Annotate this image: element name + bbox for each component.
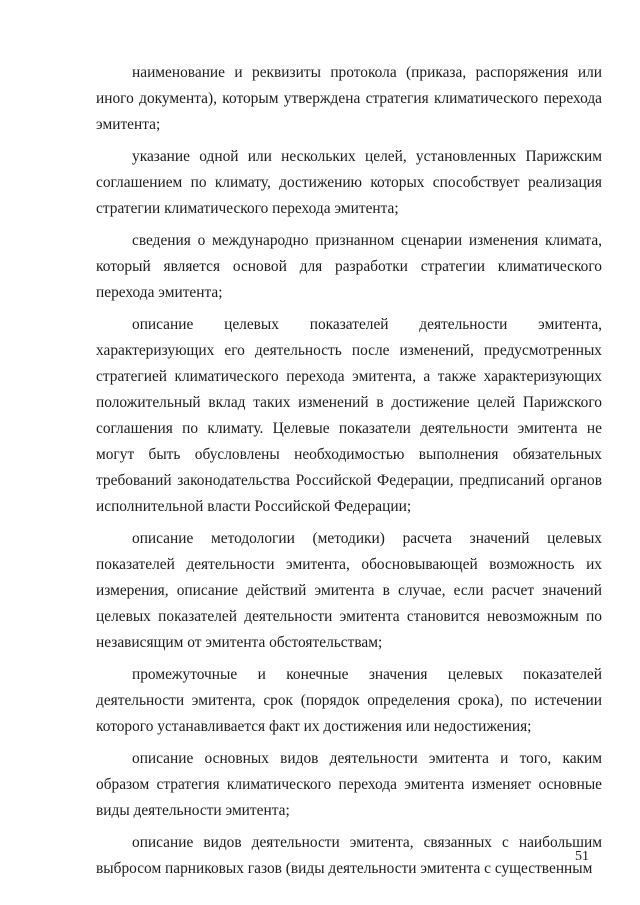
page-number: 51 (575, 849, 589, 864)
paragraph: сведения о международно признанном сценарии изменения климата, который является основой для разработки стратегии климатического перехода эмитента; (96, 232, 602, 301)
paragraph: наименование и реквизиты протокола (приказа, распоряжения или иного документа), которым утверждена стратегия климатического перехода эмитента; (96, 64, 602, 133)
paragraph: описание основных видов деятельности эмитента и того, каким образом стратегия климатического перехода эмитента изменяет основные виды деятельности эмитента; (96, 750, 602, 819)
paragraph: указание одной или нескольких целей, установленных Парижским соглашением по климату, достижению которых способствует реализация стратегии климатического перехода эмитента; (96, 148, 602, 217)
paragraph: промежуточные и конечные значения целевых показателей деятельности эмитента, срок (порядок определения срока), по истечении которого устанавливается факт их достижения или недостижения; (96, 666, 602, 735)
document-body (96, 60, 602, 888)
paragraph: описание методологии (методики) расчета значений целевых показателей деятельности эмитента, обосновывающей возможность их измерения, описание действий эмитента в случае, если расчет значений целевых показателей деятельности эмитента становится невозможным по независящим от эмитента обстоятельствам; (96, 530, 602, 651)
paragraph: описание видов деятельности эмитента, связанных с наибольшим выбросом парниковых газов (виды деятельности эмитента с существенным (96, 834, 602, 877)
paragraph: описание целевых показателей деятельности эмитента, характеризующих его деятельность после изменений, предусмотренных стратегией климатического перехода эмитента, а также характеризующих положительный вклад таких изменений в достижение целей Парижского соглашения по климату. Целевые показатели деятельности эмитента не могут быть обусловлены необходимостью выполнения обязательных требований законодательства Российской Федерации, предписаний органов исполнительной власти Российской Федерации; (96, 316, 602, 515)
